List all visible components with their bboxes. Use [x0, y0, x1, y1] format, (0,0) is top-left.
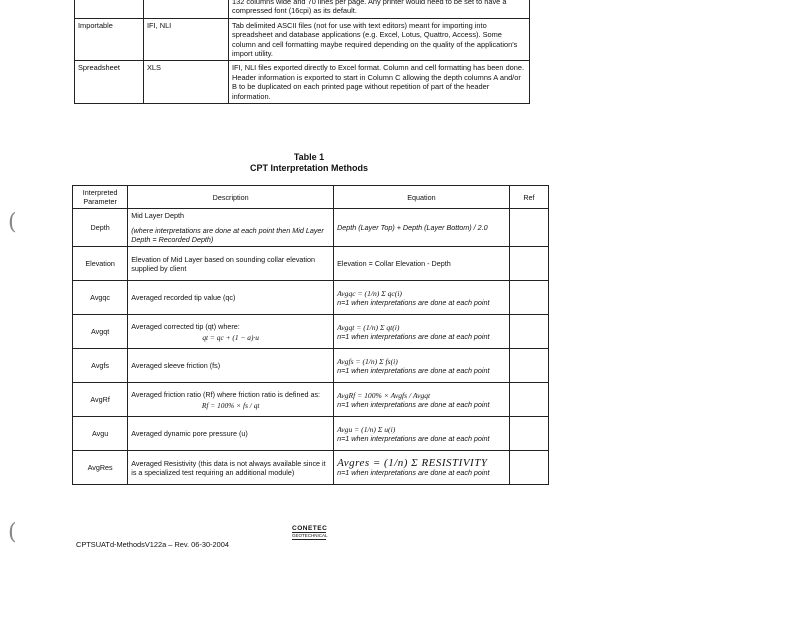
table-row — [73, 451, 549, 485]
ref-cell — [509, 349, 548, 383]
binder-hole-mark: ( — [8, 520, 17, 545]
description-cell: Averaged Resistivity (this data is not always available since it is a specialized test requiring an additional module) — [128, 451, 334, 485]
ref-cell — [509, 451, 548, 485]
table-row — [75, 18, 530, 61]
equation-cell — [334, 247, 510, 281]
equation-formula: Avgfs = (1/n) Σ fs(i) — [337, 356, 398, 366]
ref-cell — [509, 383, 548, 417]
equation-formula: Avgqt = (1/n) Σ qt(i) — [337, 322, 400, 332]
header-ref: Ref — [509, 186, 548, 209]
equation-text: Elevation = Collar Elevation - Depth — [337, 259, 451, 268]
interpretation-methods-table — [72, 185, 549, 485]
equation-note: n=1 when interpretations are done at each point — [337, 297, 490, 307]
description-text: Mid Layer Depth — [131, 211, 184, 220]
description-formula: qt = qc + (1 − a)·u — [202, 332, 259, 342]
description-text: Averaged friction ratio (Rf) where friction ratio is defined as: — [131, 389, 321, 399]
format-source-cell: IFI, NLI — [144, 18, 229, 61]
equation-note: n=1 when interpretations are done at each point — [337, 399, 490, 409]
equation-note: n=1 when interpretations are done at each point — [337, 365, 490, 375]
format-description-cell: 132 columns wide and 70 lines per page. Any printer would need to be set to have a compressed font (16cpi) as its default. — [229, 0, 530, 18]
ref-cell — [509, 315, 548, 349]
logo-name: CONETEC — [292, 525, 328, 532]
table-row — [73, 247, 549, 281]
table-row — [73, 383, 549, 417]
table-row — [73, 315, 549, 349]
format-source-cell — [144, 0, 229, 18]
equation-cell — [334, 417, 510, 451]
description-note: (where interpretations are done at each point then Mid Layer Depth = Recorded Depth) — [131, 226, 324, 244]
equation-cell — [334, 383, 510, 417]
footer-doc-ref: CPTSUATd-MethodsV122a – Rev. 06-30-2004 — [76, 540, 229, 549]
output-formats-table — [74, 0, 530, 104]
format-description-cell: Tab delimited ASCII files (not for use with text editors) meant for importing into spreadsheet and database applications (e.g. Excel, Lotus, Quattro, Access). Some column and cell formatting maybe required depending on the quality of the application's import utility. — [229, 18, 530, 61]
description-cell — [128, 209, 334, 247]
equation-note: n=1 when interpretations are done at each point — [337, 433, 490, 443]
equation-cell — [334, 281, 510, 315]
equation-note: n=1 when interpretations are done at each point — [337, 331, 490, 341]
param-cell: Avgfs — [73, 349, 128, 383]
header-param: Interpreted Parameter — [73, 186, 128, 209]
param-cell: AvgRf — [73, 383, 128, 417]
description-cell — [128, 383, 334, 417]
table-row — [75, 61, 530, 104]
param-cell: Avgqt — [73, 315, 128, 349]
equation-cell — [334, 315, 510, 349]
param-cell: Avgu — [73, 417, 128, 451]
format-name-cell — [75, 0, 144, 18]
description-cell: Averaged sleeve friction (fs) — [128, 349, 334, 383]
format-description-cell: IFI, NLI files exported directly to Excel format. Column and cell formatting has been done. Header information is exported to start in Column C allowing the depth columns A and/or B to be duplicated on each printed page without repetition of part of the header information. — [229, 61, 530, 104]
logo-rule — [292, 539, 326, 540]
description-formula: Rf = 100% × fs / qt — [201, 400, 260, 410]
description-cell: Averaged recorded tip value (qc) — [128, 281, 334, 315]
description-cell: Averaged dynamic pore pressure (u) — [128, 417, 334, 451]
description-text: Averaged corrected tip (qt) where: — [131, 321, 240, 331]
description-cell — [128, 315, 334, 349]
ref-cell — [509, 281, 548, 315]
table-row — [75, 0, 530, 18]
ref-cell — [509, 247, 548, 281]
header-description: Description — [128, 186, 334, 209]
equation-cell — [334, 451, 510, 485]
equation-formula: Avgqc = (1/n) Σ qc(i) — [337, 288, 402, 298]
equation-formula: Avgres = (1/n) Σ RESISTIVITY — [337, 456, 488, 469]
description-cell: Elevation of Mid Layer based on sounding collar elevation supplied by client — [128, 247, 334, 281]
param-cell: AvgRes — [73, 451, 128, 485]
logo-subtitle: GEOTECHNICAL — [292, 533, 328, 538]
param-cell: Depth — [73, 209, 128, 247]
table-row — [73, 349, 549, 383]
table-row — [73, 281, 549, 315]
equation-formula: Avgu = (1/n) Σ u(i) — [337, 424, 396, 434]
equation-formula: AvgRf = 100% × Avgfs / Avgqt — [337, 390, 431, 400]
ref-cell — [509, 209, 548, 247]
equation-text: Depth (Layer Top) + Depth (Layer Bottom) / 2.0 — [337, 223, 488, 232]
table-row — [73, 417, 549, 451]
equation-cell — [334, 349, 510, 383]
company-logo — [292, 525, 326, 540]
param-cell: Avgqc — [73, 281, 128, 315]
equation-cell — [334, 209, 510, 247]
binder-hole-mark: ( — [8, 210, 17, 235]
header-equation: Equation — [334, 186, 510, 209]
format-name-cell: Importable — [75, 18, 144, 61]
table-number: Table 1 — [293, 152, 325, 162]
table-title: CPT Interpretation Methods — [249, 163, 368, 173]
table-row — [73, 209, 549, 247]
ref-cell — [509, 417, 548, 451]
format-name-cell: Spreadsheet — [75, 61, 144, 104]
equation-note: n=1 when interpretations are done at each point — [337, 467, 490, 477]
format-source-cell: XLS — [144, 61, 229, 104]
table-header-row — [73, 186, 549, 209]
param-cell: Elevation — [73, 247, 128, 281]
